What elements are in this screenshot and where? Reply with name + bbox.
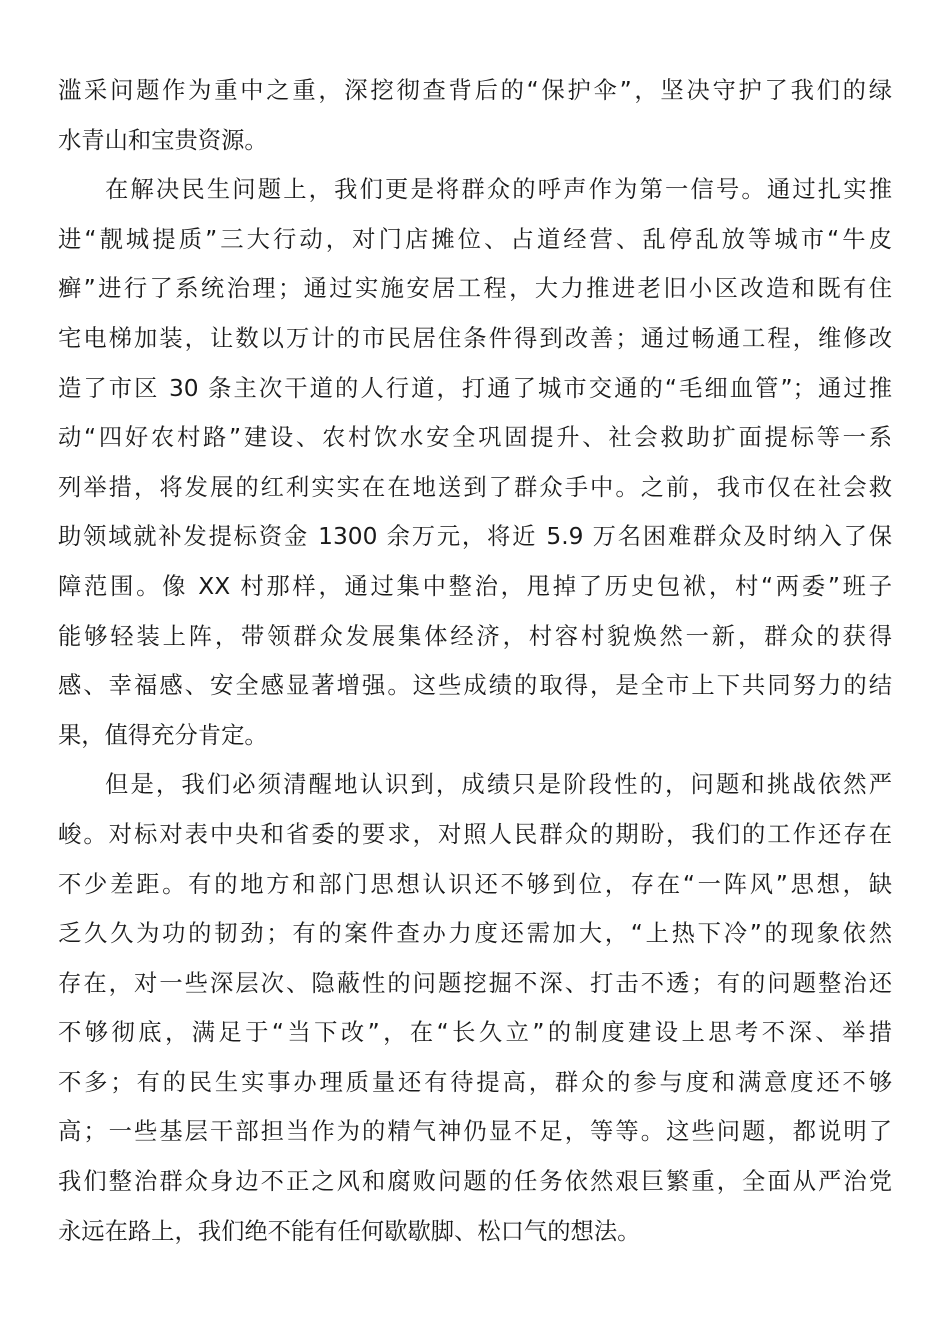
- text-line: 存在，对一些深层次、隐蔽性的问题挖掘不深、打击不透；有的问题整治还: [58, 969, 892, 997]
- text-line: 癣”进行了系统治理；通过实施安居工程，大力推进老旧小区改造和既有住: [58, 275, 892, 303]
- text-line: 不少差距。有的地方和部门思想认识还不够到位，存在“一阵风”思想，缺: [58, 870, 892, 898]
- text-line: 障范围。像 XX 村那样，通过集中整治，甩掉了历史包袱，村“两委”班子: [58, 572, 892, 600]
- text-line: 进“靓城提质”三大行动，对门店摊位、占道经营、乱停乱放等城市“牛皮: [58, 225, 892, 253]
- paragraph-2: [58, 165, 892, 760]
- text-line: 果，值得充分肯定。: [58, 721, 268, 749]
- paragraph-1: [58, 66, 892, 165]
- text-line: 能够轻装上阵，带领群众发展集体经济，村容村貌焕然一新，群众的获得: [58, 622, 892, 650]
- text-line: 乏久久为功的韧劲；有的案件查办力度还需加大，“上热下冷”的现象依然: [58, 920, 892, 948]
- text-line: 动“四好农村路”建设、农村饮水安全巩固提升、社会救助扩面提标等一系: [58, 424, 892, 452]
- text-line: 在解决民生问题上，我们更是将群众的呼声作为第一信号。通过扎实推: [105, 176, 892, 204]
- text-line: 高；一些基层干部担当作为的精气神仍显不足，等等。这些问题，都说明了: [58, 1118, 892, 1146]
- text-line: 造了市区 30 条主次干道的人行道，打通了城市交通的“毛细血管”；通过推: [58, 374, 892, 402]
- text-line: 列举措，将发展的红利实实在在地送到了群众手中。之前，我市仅在社会救: [58, 473, 892, 501]
- text-line: 不够彻底，满足于“当下改”，在“长久立”的制度建设上思考不深、举措: [58, 1019, 892, 1047]
- text-line: 宅电梯加装，让数以万计的市民居住条件得到改善；通过畅通工程，维修改: [58, 324, 892, 352]
- text-line: 助领域就补发提标资金 1300 余万元，将近 5.9 万名困难群众及时纳入了保: [58, 523, 892, 551]
- text-line: 不多；有的民生实事办理质量还有待提高，群众的参与度和满意度还不够: [58, 1068, 892, 1096]
- text-line: 水青山和宝贵资源。: [58, 126, 268, 154]
- text-line: 我们整治群众身边不正之风和腐败问题的任务依然艰巨繁重，全面从严治党: [58, 1168, 892, 1196]
- text-line: 感、幸福感、安全感显著增强。这些成绩的取得，是全市上下共同努力的结: [58, 672, 892, 700]
- document-page: [58, 66, 892, 1256]
- text-line: 但是，我们必须清醒地认识到，成绩只是阶段性的，问题和挑战依然严: [105, 771, 892, 799]
- text-line: 峻。对标对表中央和省委的要求，对照人民群众的期盼，我们的工作还存在: [58, 820, 892, 848]
- paragraph-3: [58, 760, 892, 1256]
- text-line: 永远在路上，我们绝不能有任何歇歇脚、松口气的想法。: [58, 1217, 641, 1245]
- text-line: 滥采问题作为重中之重，深挖彻查背后的“保护伞”，坚决守护了我们的绿: [58, 77, 892, 104]
